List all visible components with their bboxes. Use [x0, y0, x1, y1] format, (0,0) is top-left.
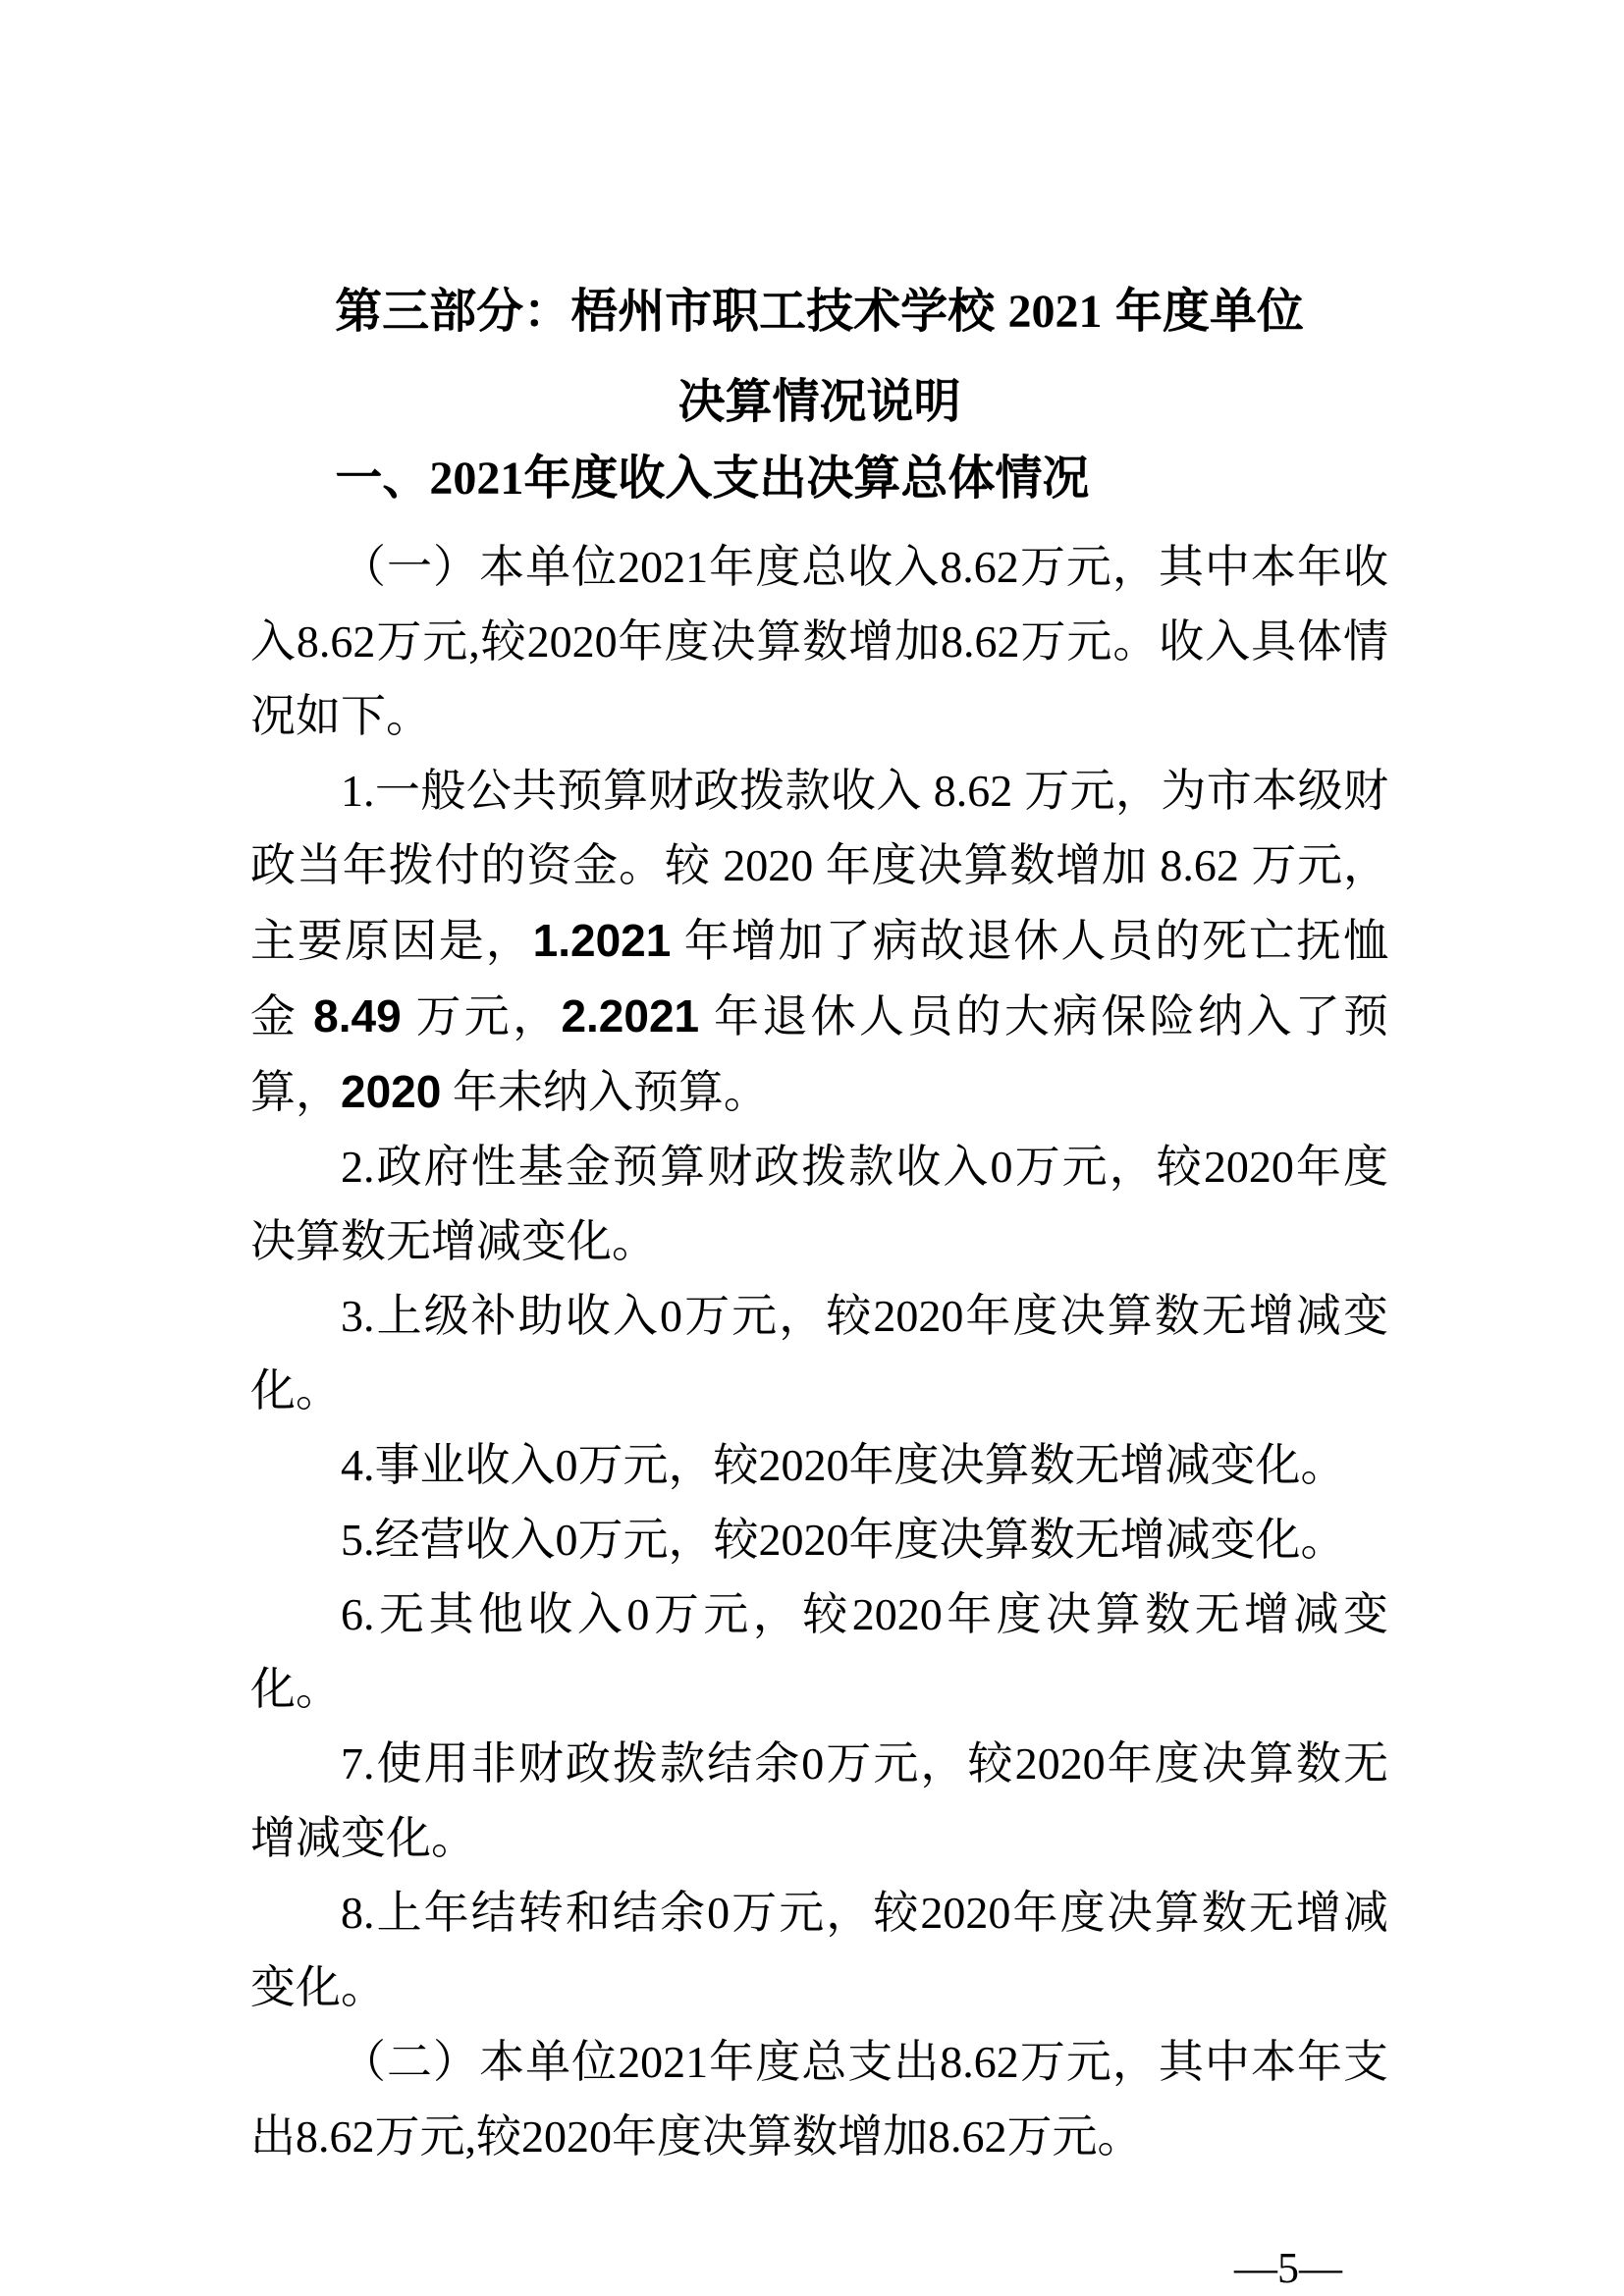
text-run: （二）本单位2021年度总支出8.62万元，其中本年支出8.62万元,较2020年度决算数增加8.62万元。	[250, 2037, 1388, 2162]
text-run: 8.49	[313, 990, 402, 1041]
document-title-line2-text: 决算情况说明	[677, 376, 961, 428]
text-run: 年增加了病故退休人员的死亡抚恤金	[250, 916, 1388, 1041]
text-run: 7.使用非财政拨款结余0万元，较2020年度决算数无增减变化。	[250, 1738, 1388, 1863]
document-header	[250, 285, 1388, 430]
text-run: 8.上年结转和结余0万元，较2020年度决算数无增减变化。	[250, 1888, 1388, 2012]
text-run: 2021	[429, 453, 524, 505]
text-run: 4.事业收入0万元，较2020年度决算数无增减变化。	[341, 1440, 1346, 1490]
page-footer	[250, 2243, 1388, 2294]
text-run: 年退休人员的大病保险纳入了预算，	[250, 991, 1389, 1117]
paragraph-expense-total	[250, 2025, 1388, 2174]
document-title-line1	[250, 285, 1388, 340]
text-run: 年度收入支出决算总体情况	[523, 453, 1090, 505]
text-run: 一、	[335, 453, 430, 505]
text-run: 2.政府性基金预算财政拨款收入0万元，较2020年度决算数无增减变化。	[250, 1142, 1388, 1266]
document-title-line2	[250, 375, 1388, 430]
text-run: 年度单位	[1102, 286, 1304, 338]
paragraph-income-total	[250, 530, 1388, 754]
text-run: 2020	[341, 1066, 442, 1117]
paragraph-item1-general-public-budget-income	[250, 754, 1388, 1130]
text-run: 第三部分：梧州市职工技术学校	[335, 286, 1008, 338]
paragraph-item7-non-fiscal-carryover	[250, 1727, 1388, 1876]
text-run: 2021	[1007, 286, 1103, 338]
document-body	[250, 530, 1388, 2174]
text-run: 1.2021	[532, 915, 672, 966]
paragraph-item4-institutional-income	[250, 1428, 1388, 1503]
page-number: —5—	[1234, 2244, 1342, 2292]
text-run: 6.无其他收入0万元，较2020年度决算数无增减变化。	[250, 1589, 1388, 1714]
paragraph-item3-superior-subsidy-income	[250, 1279, 1388, 1428]
paragraph-item8-prior-year-carryover	[250, 1876, 1388, 2025]
text-run: 3.上级补助收入0万元，较2020年度决算数无增减变化。	[250, 1291, 1388, 1415]
text-run: 万元，	[401, 991, 562, 1041]
paragraph-item6-other-income	[250, 1577, 1388, 1727]
text-run: 1.一般公共预算财政拨款收入 8.62 万元，为市本级财政当年拨付的资金。较 2020 年度决算数增加 8.62 万元，主要原因是，	[250, 766, 1388, 966]
text-run: 年未纳入预算。	[441, 1067, 769, 1117]
paragraph-item2-government-fund-income	[250, 1130, 1388, 1279]
text-run: （一）本单位2021年度总收入8.62万元，其中本年收入8.62万元,较2020年度决算数增加8.62万元。收入具体情况如下。	[250, 542, 1388, 741]
section-heading-income-expense-overview	[250, 452, 1388, 507]
paragraph-item5-operating-income	[250, 1503, 1388, 1577]
text-run: 5.经营收入0万元，较2020年度决算数无增减变化。	[341, 1515, 1346, 1565]
text-run: 2.2021	[561, 990, 700, 1041]
